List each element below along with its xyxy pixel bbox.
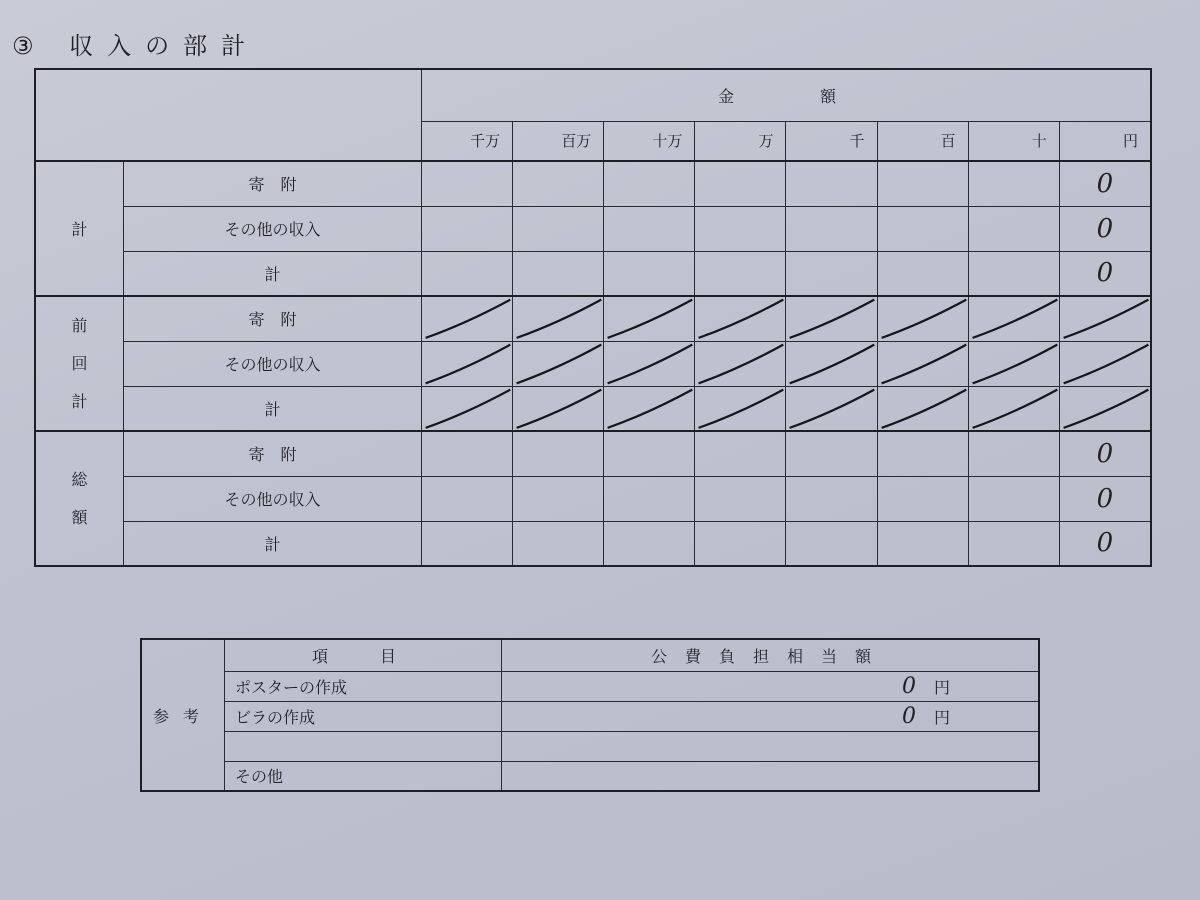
- digit-cell[interactable]: [513, 431, 604, 476]
- digit-cell[interactable]: [877, 431, 968, 476]
- row-label-subtotal: 計: [124, 521, 422, 566]
- digit-cell[interactable]: [422, 251, 513, 296]
- digit-cell[interactable]: [968, 476, 1059, 521]
- amount-header: 金 額: [422, 69, 1151, 121]
- digit-cell[interactable]: [604, 476, 695, 521]
- digit-cell[interactable]: [968, 206, 1059, 251]
- digit-cell[interactable]: [513, 521, 604, 566]
- strike-line: [513, 297, 603, 341]
- yen-unit: 円: [933, 677, 950, 697]
- public-cost-header: 公費負担相当額: [502, 639, 1040, 671]
- ref-item-poster: ポスターの作成: [225, 671, 502, 701]
- group-label-grand-total: [35, 431, 124, 566]
- crossed-cell: [1059, 386, 1151, 431]
- crossed-cell: [695, 386, 786, 431]
- header-blank-cell: [35, 69, 422, 161]
- digit-cell[interactable]: [968, 251, 1059, 296]
- digit-header-juu: 十: [968, 121, 1059, 161]
- digit-cell[interactable]: [422, 161, 513, 206]
- crossed-cell: [422, 296, 513, 341]
- digit-cell[interactable]: [513, 251, 604, 296]
- strike-line: [513, 387, 603, 431]
- crossed-cell: [695, 296, 786, 341]
- crossed-cell: [604, 296, 695, 341]
- digit-cell[interactable]: [604, 521, 695, 566]
- ref-item-other: その他: [225, 761, 502, 791]
- digit-cell[interactable]: [513, 206, 604, 251]
- crossed-cell: [877, 341, 968, 386]
- digit-cell[interactable]: [877, 521, 968, 566]
- yen-cell[interactable]: [1059, 431, 1151, 476]
- digit-cell[interactable]: [786, 476, 877, 521]
- label-char: 前: [71, 315, 88, 335]
- digit-cell[interactable]: [604, 251, 695, 296]
- crossed-cell: [604, 386, 695, 431]
- ref-amount-cell[interactable]: [502, 671, 1040, 701]
- digit-header-hyaku: 百: [877, 121, 968, 161]
- ref-amount-cell[interactable]: [502, 731, 1040, 761]
- strike-line: [695, 387, 785, 431]
- item-column-header: 項 目: [225, 639, 502, 671]
- strike-line: [422, 387, 512, 431]
- digit-cell[interactable]: [695, 431, 786, 476]
- digit-cell[interactable]: [695, 251, 786, 296]
- crossed-cell: [1059, 341, 1151, 386]
- yen-cell[interactable]: [1059, 251, 1151, 296]
- crossed-cell: [877, 386, 968, 431]
- digit-cell[interactable]: [877, 251, 968, 296]
- digit-cell[interactable]: [422, 521, 513, 566]
- reference-table: [140, 638, 1040, 792]
- digit-cell[interactable]: [604, 431, 695, 476]
- crossed-cell: [968, 341, 1059, 386]
- digit-cell[interactable]: [786, 431, 877, 476]
- label-char: 総: [71, 469, 88, 489]
- handwritten-zero: 0: [901, 673, 916, 699]
- row-label-donation: 寄 附: [124, 296, 422, 341]
- group-label-current-total: 計: [35, 161, 124, 296]
- strike-line: [695, 297, 785, 341]
- crossed-cell: [513, 386, 604, 431]
- digit-header-man: 万: [695, 121, 786, 161]
- digit-header-yen: 円: [1059, 121, 1151, 161]
- strike-line: [695, 342, 785, 386]
- strike-line: [1060, 297, 1150, 341]
- row-label-other-income: その他の収入: [124, 206, 422, 251]
- strike-line: [422, 297, 512, 341]
- ref-item-flyer: ビラの作成: [225, 701, 502, 731]
- strike-line: [422, 342, 512, 386]
- strike-line: [1060, 387, 1150, 431]
- digit-cell[interactable]: [786, 161, 877, 206]
- yen-unit: 円: [933, 707, 950, 727]
- digit-cell[interactable]: [877, 206, 968, 251]
- digit-cell[interactable]: [513, 476, 604, 521]
- digit-cell[interactable]: [422, 206, 513, 251]
- ref-amount-cell[interactable]: [502, 761, 1040, 791]
- crossed-cell: [786, 296, 877, 341]
- handwritten-zero: 0: [901, 703, 916, 729]
- group-label-previous-total: [35, 296, 124, 431]
- digit-cell[interactable]: [695, 206, 786, 251]
- digit-cell[interactable]: [877, 476, 968, 521]
- row-label-subtotal: 計: [124, 251, 422, 296]
- crossed-cell: [1059, 296, 1151, 341]
- digit-cell[interactable]: [968, 521, 1059, 566]
- crossed-cell: [422, 386, 513, 431]
- page-title: ③ 収入の部計: [12, 32, 260, 60]
- digit-header-juu-man: 十万: [604, 121, 695, 161]
- yen-cell[interactable]: [1059, 206, 1151, 251]
- handwritten-zero: 0: [1096, 168, 1114, 199]
- crossed-cell: [786, 386, 877, 431]
- digit-cell[interactable]: [786, 206, 877, 251]
- yen-cell[interactable]: [1059, 476, 1151, 521]
- crossed-cell: [968, 296, 1059, 341]
- strike-line: [878, 387, 968, 431]
- crossed-cell: [968, 386, 1059, 431]
- ref-item-blank: [225, 731, 502, 761]
- digit-header-sen: 千: [786, 121, 877, 161]
- digit-cell[interactable]: [604, 206, 695, 251]
- income-summary-table: [34, 68, 1152, 567]
- strike-line: [786, 342, 876, 386]
- crossed-cell: [513, 341, 604, 386]
- handwritten-zero: 0: [1096, 528, 1114, 559]
- strike-line: [604, 387, 694, 431]
- handwritten-zero: 0: [1096, 438, 1114, 469]
- digit-cell[interactable]: [786, 251, 877, 296]
- label-char: 回: [71, 353, 88, 373]
- strike-line: [969, 297, 1059, 341]
- row-label-donation: 寄 附: [124, 161, 422, 206]
- ref-amount-cell[interactable]: [502, 701, 1040, 731]
- digit-header-hyaku-man: 百万: [513, 121, 604, 161]
- strike-line: [786, 387, 876, 431]
- label-char: 額: [71, 507, 88, 527]
- digit-cell[interactable]: [968, 161, 1059, 206]
- digit-cell[interactable]: [968, 431, 1059, 476]
- strike-line: [878, 342, 968, 386]
- handwritten-zero: 0: [1096, 258, 1114, 289]
- row-label-donation: 寄 附: [124, 431, 422, 476]
- digit-cell[interactable]: [422, 476, 513, 521]
- digit-cell[interactable]: [877, 161, 968, 206]
- strike-line: [878, 297, 968, 341]
- row-label-other-income: その他の収入: [124, 476, 422, 521]
- strike-line: [969, 342, 1059, 386]
- crossed-cell: [877, 296, 968, 341]
- yen-cell[interactable]: [1059, 161, 1151, 206]
- crossed-cell: [695, 341, 786, 386]
- digit-cell[interactable]: [513, 161, 604, 206]
- strike-line: [513, 342, 603, 386]
- digit-cell[interactable]: [422, 431, 513, 476]
- strike-line: [1060, 342, 1150, 386]
- strike-line: [786, 297, 876, 341]
- digit-header-sen-man: 千万: [422, 121, 513, 161]
- handwritten-zero: 0: [1096, 213, 1114, 244]
- digit-cell[interactable]: [695, 476, 786, 521]
- digit-cell[interactable]: [695, 521, 786, 566]
- digit-cell[interactable]: [786, 521, 877, 566]
- strike-line: [604, 342, 694, 386]
- crossed-cell: [422, 341, 513, 386]
- yen-cell[interactable]: [1059, 521, 1151, 566]
- crossed-cell: [513, 296, 604, 341]
- label-char: 計: [71, 391, 88, 411]
- strike-line: [604, 297, 694, 341]
- strike-line: [969, 387, 1059, 431]
- reference-label: 参考: [141, 639, 225, 791]
- digit-cell[interactable]: [604, 161, 695, 206]
- digit-cell[interactable]: [695, 161, 786, 206]
- row-label-subtotal: 計: [124, 386, 422, 431]
- crossed-cell: [604, 341, 695, 386]
- handwritten-zero: 0: [1096, 483, 1114, 514]
- crossed-cell: [786, 341, 877, 386]
- row-label-other-income: その他の収入: [124, 341, 422, 386]
